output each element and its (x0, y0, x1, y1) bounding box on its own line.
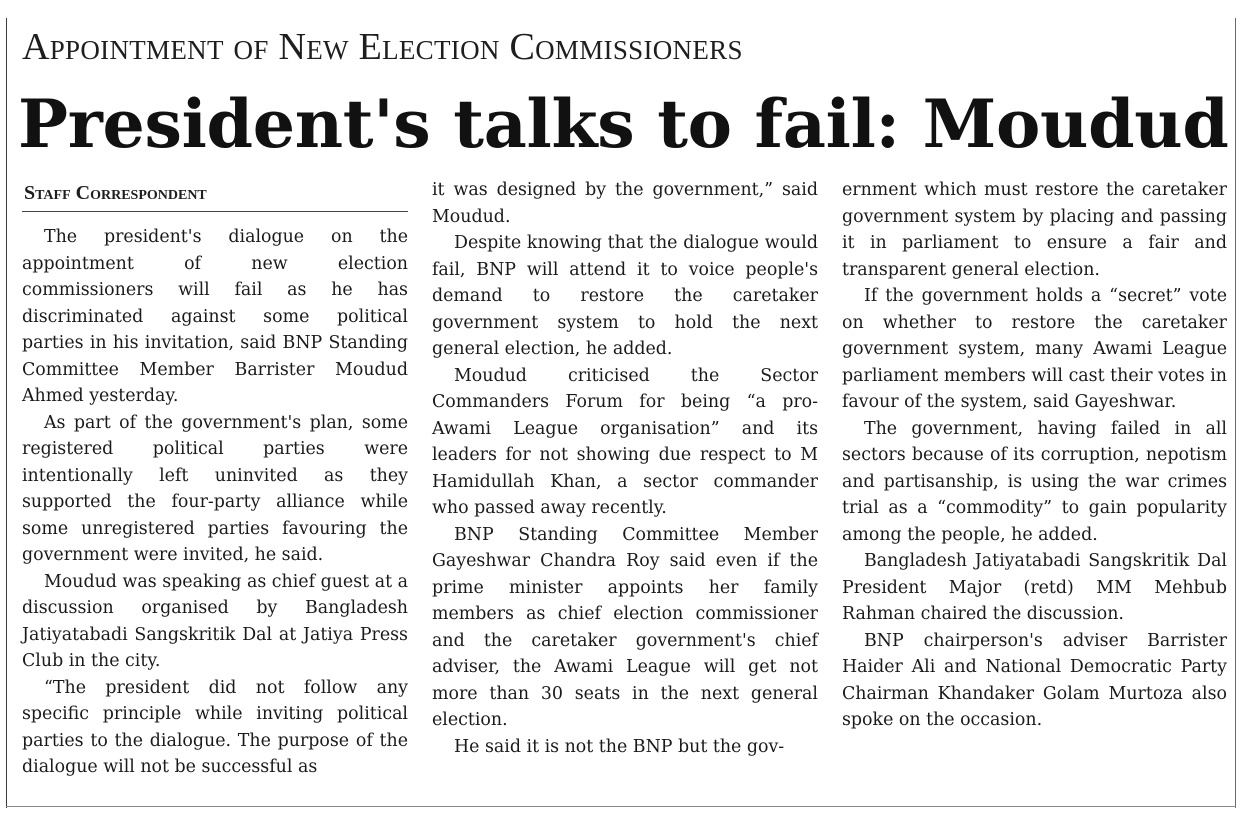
body-paragraph: Moudud criticised the Sector Commanders Forum for being “a pro-Awami League organisation” and its leaders for not showing due respect to M Hamidullah Khan, a sector commander who passed away recently. (432, 365, 818, 518)
body-paragraph: BNP chairperson's adviser Barrister Haider Ali and National Democratic Party Chairman Khandaker Golam Murtoza also spoke on the occasion. (842, 630, 1227, 730)
body-paragraph: “The president did not follow any specific principle while inviting political parties to the dialogue. The purpose of the dialogue will not be successful as (22, 677, 408, 777)
body-paragraph: Bangladesh Jatiyatabadi Sangskritik Dal President Major (retd) MM Mehbub Rahman chaired the discussion. (842, 551, 1227, 624)
body-paragraph-continued: ernment which must restore the caretaker government system by placing and passing it in parliament to ensure a fair and transparent general election. (842, 180, 1227, 280)
byline: Staff Correspondent (24, 182, 207, 204)
article-column-2 (432, 177, 818, 760)
body-paragraph: As part of the government's plan, some registered political parties were intentionally left uninvited as they supported the four-party alliance while some unregistered parties favouring the government were invited, he said. (22, 412, 408, 565)
body-paragraph: Despite knowing that the dialogue would fail, BNP will attend it to voice people's demand to restore the caretaker government system to hold the next general election, he added. (432, 233, 818, 359)
bottom-border-rule (6, 806, 1236, 807)
right-border-rule (1235, 18, 1236, 808)
body-paragraph: Moudud was speaking as chief guest at a discussion organised by Bangladesh Jatiyatabadi Sangskritik Dal at Jatiya Press Club in the city. (22, 571, 408, 671)
article-column-3 (842, 177, 1227, 734)
body-paragraph: BNP Standing Committee Member Gayeshwar Chandra Roy said even if the prime minister appoints her family members as chief election commissioner and the caretaker government's chief adviser, the Awami League will get not more than 30 seats in the next general election. (432, 524, 818, 730)
article-headline: President's talks to fail: Moudud (18, 85, 1229, 163)
article-column-1 (22, 224, 408, 781)
body-paragraph: The government, having failed in all sectors because of its corruption, nepotism and partisanship, is using the war crimes trial as a “commodity” to gain popularity among the people, he added. (842, 418, 1227, 545)
body-paragraph: If the government holds a “secret” vote on whether to restore the caretaker government system, many Awami League parliament members will cast their votes in favour of the system, said Gayeshwar. (842, 286, 1227, 412)
body-paragraph: The president's dialogue on the appointment of new election commissioners will fail as he has discriminated against some political parties in his invitation, said BNP Standing Committee Member Barrister Moudud Ahmed yesterday. (22, 227, 408, 406)
byline-divider (22, 211, 408, 212)
body-paragraph: He said it is not the BNP but the gov- (454, 736, 785, 757)
article-kicker: Appointment of New Election Commissioners (22, 26, 743, 68)
left-border-rule (6, 18, 7, 808)
body-paragraph-continued: it was designed by the government,” said Moudud. (432, 180, 818, 227)
